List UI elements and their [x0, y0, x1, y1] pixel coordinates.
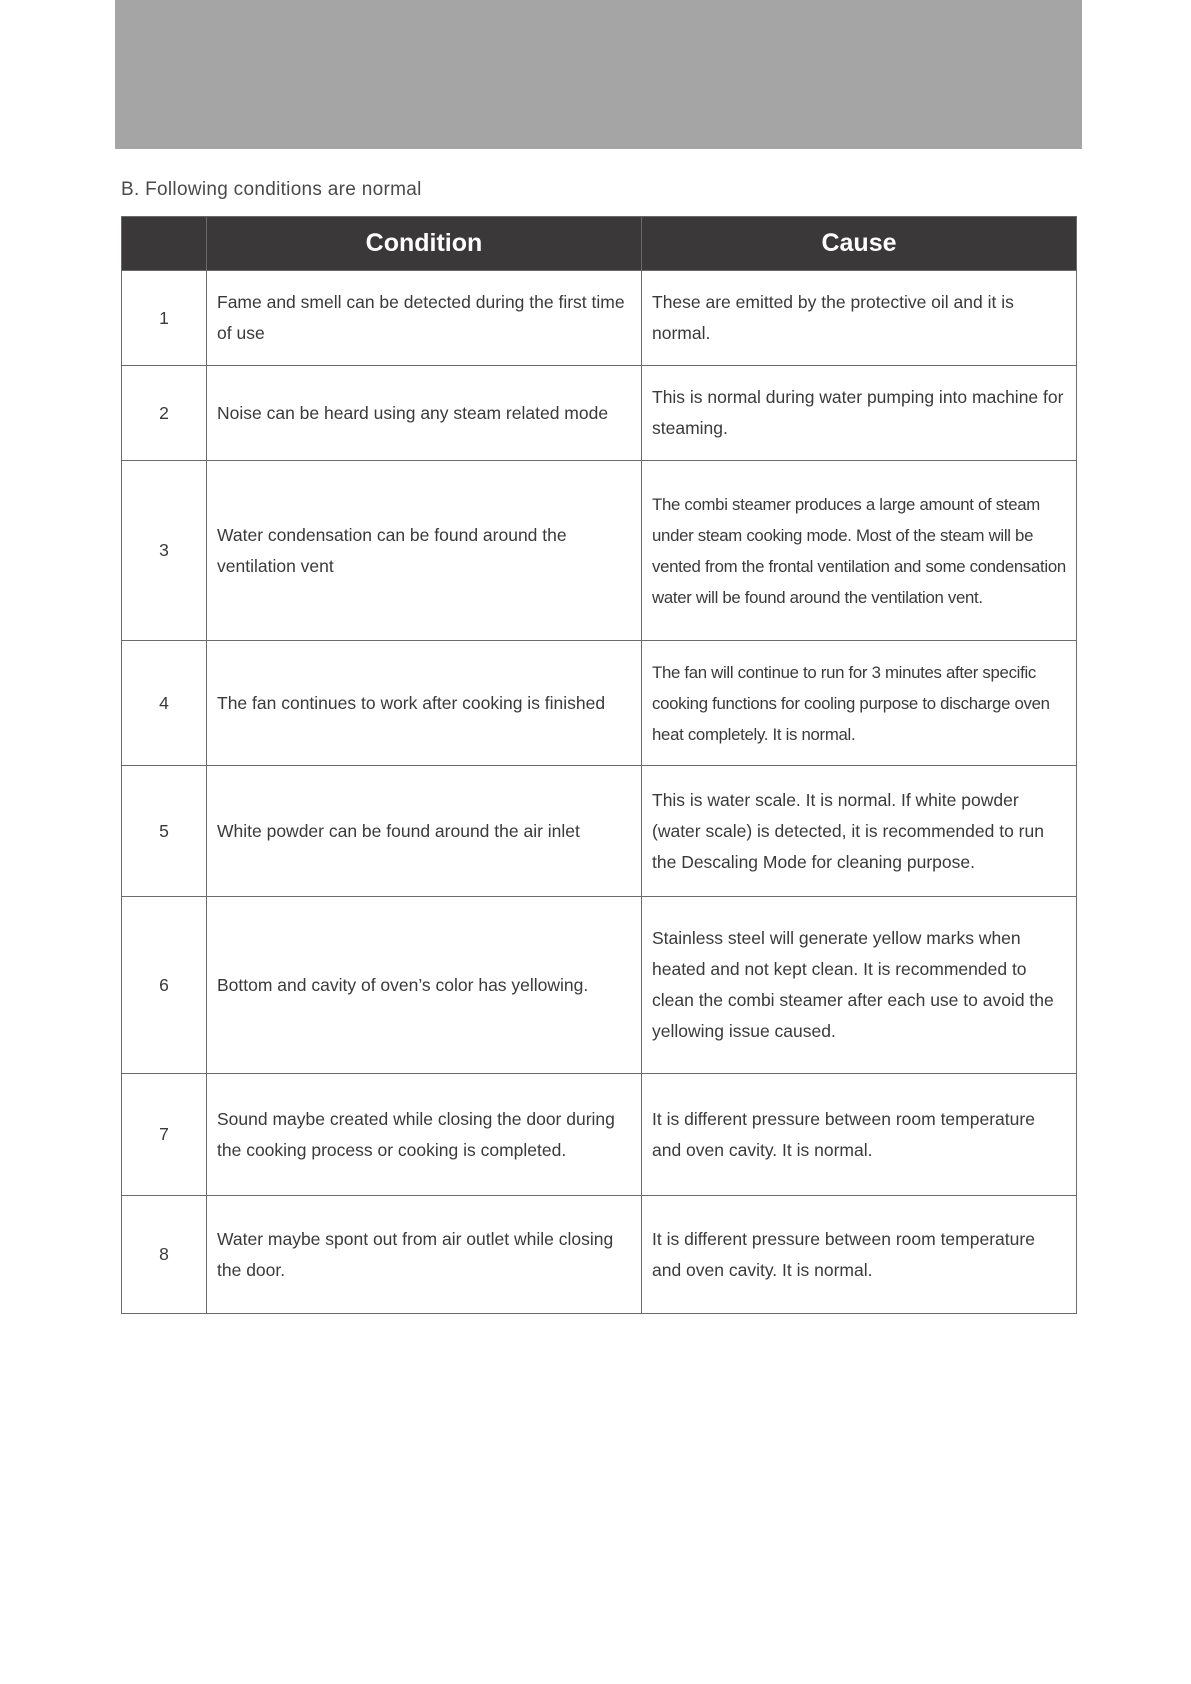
row-condition: White powder can be found around the air inlet [207, 766, 642, 897]
row-number: 3 [122, 461, 207, 641]
row-condition: Noise can be heard using any steam related mode [207, 366, 642, 461]
row-condition: Sound maybe created while closing the door during the cooking process or cooking is completed. [207, 1074, 642, 1196]
header-band [115, 0, 1082, 149]
table-row [122, 271, 1077, 366]
table-row [122, 461, 1077, 641]
row-condition: Bottom and cavity of oven’s color has yellowing. [207, 897, 642, 1074]
row-number: 2 [122, 366, 207, 461]
row-cause: These are emitted by the protective oil and it is normal. [642, 271, 1077, 366]
table-row [122, 641, 1077, 766]
row-cause: This is normal during water pumping into machine for steaming. [642, 366, 1077, 461]
row-cause: It is different pressure between room temperature and oven cavity. It is normal. [642, 1074, 1077, 1196]
row-number: 1 [122, 271, 207, 366]
table-row [122, 1074, 1077, 1196]
row-condition: The fan continues to work after cooking is finished [207, 641, 642, 766]
conditions-table [121, 216, 1077, 1314]
row-number: 4 [122, 641, 207, 766]
table-row [122, 1196, 1077, 1314]
header-number [122, 217, 207, 271]
row-cause: The fan will continue to run for 3 minutes after specific cooking functions for cooling purpose to discharge oven heat completely. It is normal. [642, 641, 1077, 766]
header-cause: Cause [642, 217, 1077, 271]
table-header-row [122, 217, 1077, 271]
row-condition: Water condensation can be found around the ventilation vent [207, 461, 642, 641]
table-row [122, 366, 1077, 461]
row-number: 6 [122, 897, 207, 1074]
row-cause: This is water scale. It is normal. If white powder (water scale) is detected, it is recommended to run the Descaling Mode for cleaning purpose. [642, 766, 1077, 897]
row-number: 5 [122, 766, 207, 897]
table-row [122, 766, 1077, 897]
row-cause: It is different pressure between room temperature and oven cavity. It is normal. [642, 1196, 1077, 1314]
section-heading: B. Following conditions are normal [121, 179, 422, 200]
row-cause: Stainless steel will generate yellow marks when heated and not kept clean. It is recommended to clean the combi steamer after each use to avoid the yellowing issue caused. [642, 897, 1077, 1074]
row-condition: Fame and smell can be detected during the first time of use [207, 271, 642, 366]
row-number: 7 [122, 1074, 207, 1196]
row-number: 8 [122, 1196, 207, 1314]
header-condition: Condition [207, 217, 642, 271]
row-condition: Water maybe spont out from air outlet while closing the door. [207, 1196, 642, 1314]
row-cause: The combi steamer produces a large amount of steam under steam cooking mode. Most of the steam will be vented from the frontal ventilation and some condensation water will be found around the ventilation vent. [642, 461, 1077, 641]
table-row [122, 897, 1077, 1074]
